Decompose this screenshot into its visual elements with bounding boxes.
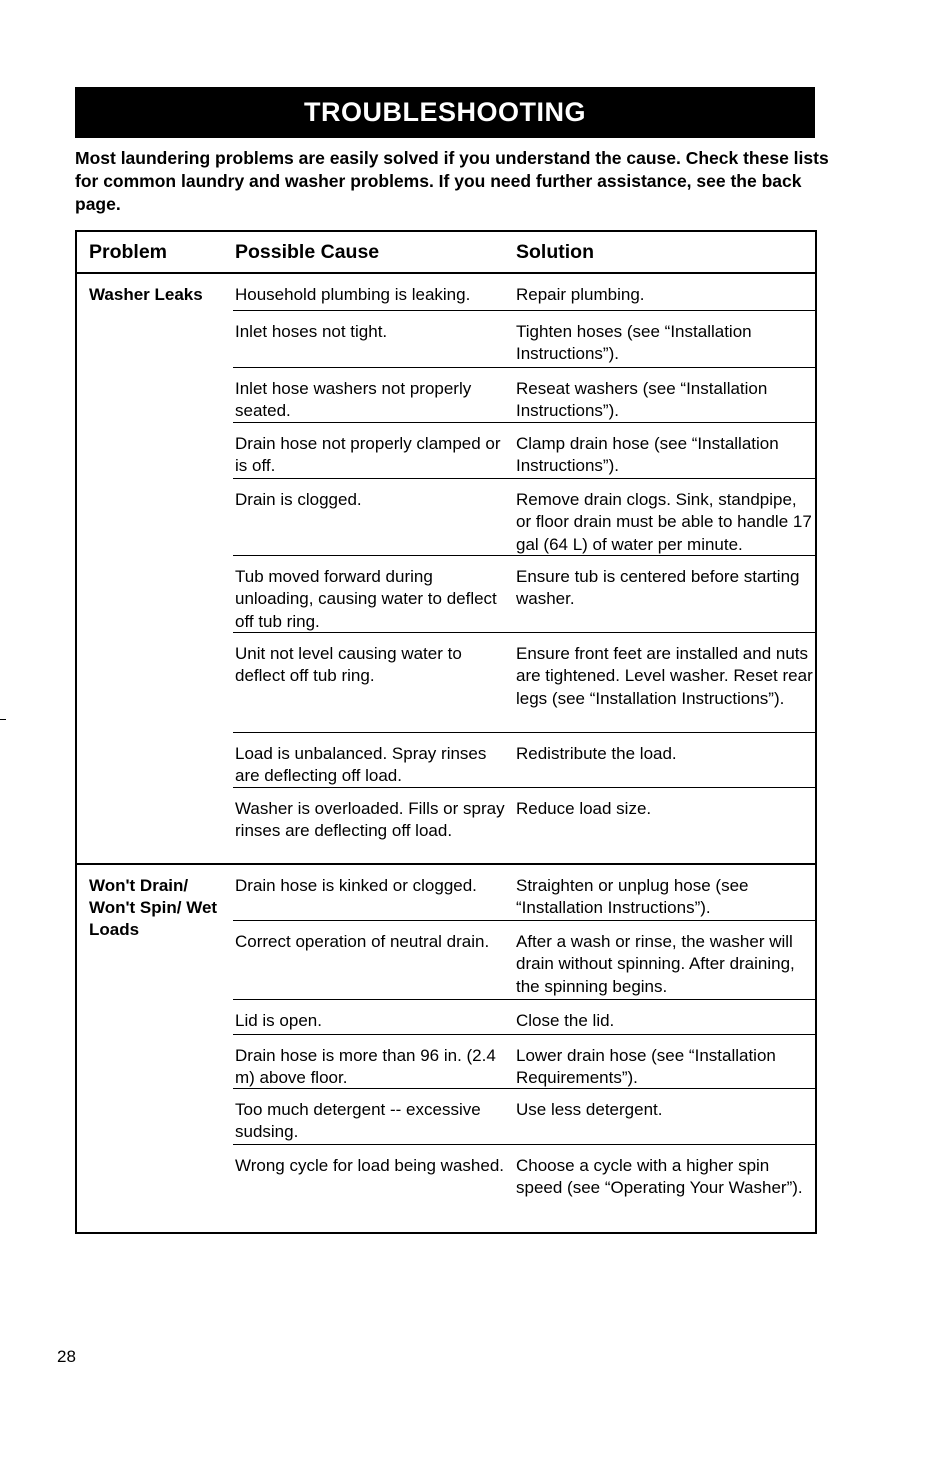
margin-mark	[0, 719, 6, 720]
table-row	[233, 921, 815, 1000]
solution-cell: Close the lid.	[516, 1011, 615, 1030]
cause-cell: Household plumbing is leaking.	[235, 285, 471, 304]
cause-cell: Too much detergent -- excessive sudsing.	[235, 1100, 481, 1142]
cause-cell: Washer is overloaded. Fills or spray rinses are deflecting off load.	[235, 799, 505, 841]
cause-cell: Drain hose not properly clamped or is off.	[235, 434, 501, 476]
cause-cell: Wrong cycle for load being washed.	[235, 1156, 505, 1175]
troubleshooting-table	[75, 230, 817, 1234]
solution-cell: Remove drain clogs. Sink, standpipe, or floor drain must be able to handle 17 gal (64 L) of water per minute.	[516, 490, 812, 554]
table-row	[233, 311, 815, 368]
solution-cell: Reduce load size.	[516, 799, 652, 818]
table-row	[233, 1000, 815, 1035]
cause-cell: Correct operation of neutral drain.	[235, 932, 490, 951]
solution-cell: Reseat washers (see “Installation Instructions”).	[516, 379, 768, 421]
table-row	[233, 1089, 815, 1145]
problem-label: Washer Leaks	[89, 285, 203, 304]
solution-cell: Lower drain hose (see “Installation Requirements”).	[516, 1046, 776, 1088]
table-row	[233, 556, 815, 633]
table-row	[233, 368, 815, 423]
cause-cell: Tub moved forward during unloading, causing water to deflect off tub ring.	[235, 567, 497, 631]
table-row	[233, 788, 815, 863]
solution-cell: Choose a cycle with a higher spin speed (see “Operating Your Washer”).	[516, 1156, 803, 1198]
table-row	[233, 479, 815, 556]
solution-cell: After a wash or rinse, the washer will drain without spinning. After draining, the spinning begins.	[516, 932, 795, 996]
page-title: TROUBLESHOOTING	[304, 97, 586, 127]
page-number: 28	[57, 1347, 76, 1366]
header-possible-cause: Possible Cause	[235, 241, 380, 263]
solution-cell: Ensure front feet are installed and nuts are tightened. Level washer. Reset rear legs (see “Installation Instructions”).	[516, 644, 813, 708]
table-row	[233, 733, 815, 788]
solution-cell: Straighten or unplug hose (see “Installation Instructions”).	[516, 876, 749, 918]
cause-cell: Inlet hoses not tight.	[235, 322, 388, 341]
table-row	[233, 633, 815, 733]
section-wont-drain	[77, 865, 815, 1231]
header-solution: Solution	[516, 241, 594, 263]
page-title-banner	[75, 87, 815, 138]
cause-cell: Lid is open.	[235, 1011, 322, 1030]
intro-paragraph: Most laundering problems are easily solved if you understand the cause. Check these lists for common laundry and washer problems. If you need further assistance, see the back page.	[75, 148, 829, 214]
table-header	[77, 232, 815, 274]
header-problem: Problem	[89, 241, 168, 263]
table-row	[233, 1035, 815, 1089]
table-row	[233, 423, 815, 479]
solution-cell: Redistribute the load.	[516, 744, 677, 763]
solution-cell: Clamp drain hose (see “Installation Instructions”).	[516, 434, 779, 476]
table-row	[233, 1145, 815, 1231]
solution-cell: Tighten hoses (see “Installation Instructions”).	[516, 322, 752, 364]
section-washer-leaks	[77, 274, 815, 865]
solution-cell: Ensure tub is centered before starting washer.	[516, 567, 800, 609]
solution-cell: Use less detergent.	[516, 1100, 663, 1119]
cause-cell: Load is unbalanced. Spray rinses are deflecting off load.	[235, 744, 487, 786]
solution-cell: Repair plumbing.	[516, 285, 645, 304]
cause-cell: Drain is clogged.	[235, 490, 362, 509]
problem-label: Won't Drain/ Won't Spin/ Wet Loads	[89, 876, 218, 939]
cause-cell: Inlet hose washers not properly seated.	[235, 379, 472, 421]
table-row	[233, 865, 815, 921]
cause-cell: Drain hose is more than 96 in. (2.4 m) above floor.	[235, 1046, 496, 1088]
table-row	[233, 274, 815, 311]
cause-cell: Drain hose is kinked or clogged.	[235, 876, 477, 895]
cause-cell: Unit not level causing water to deflect off tub ring.	[235, 644, 462, 686]
